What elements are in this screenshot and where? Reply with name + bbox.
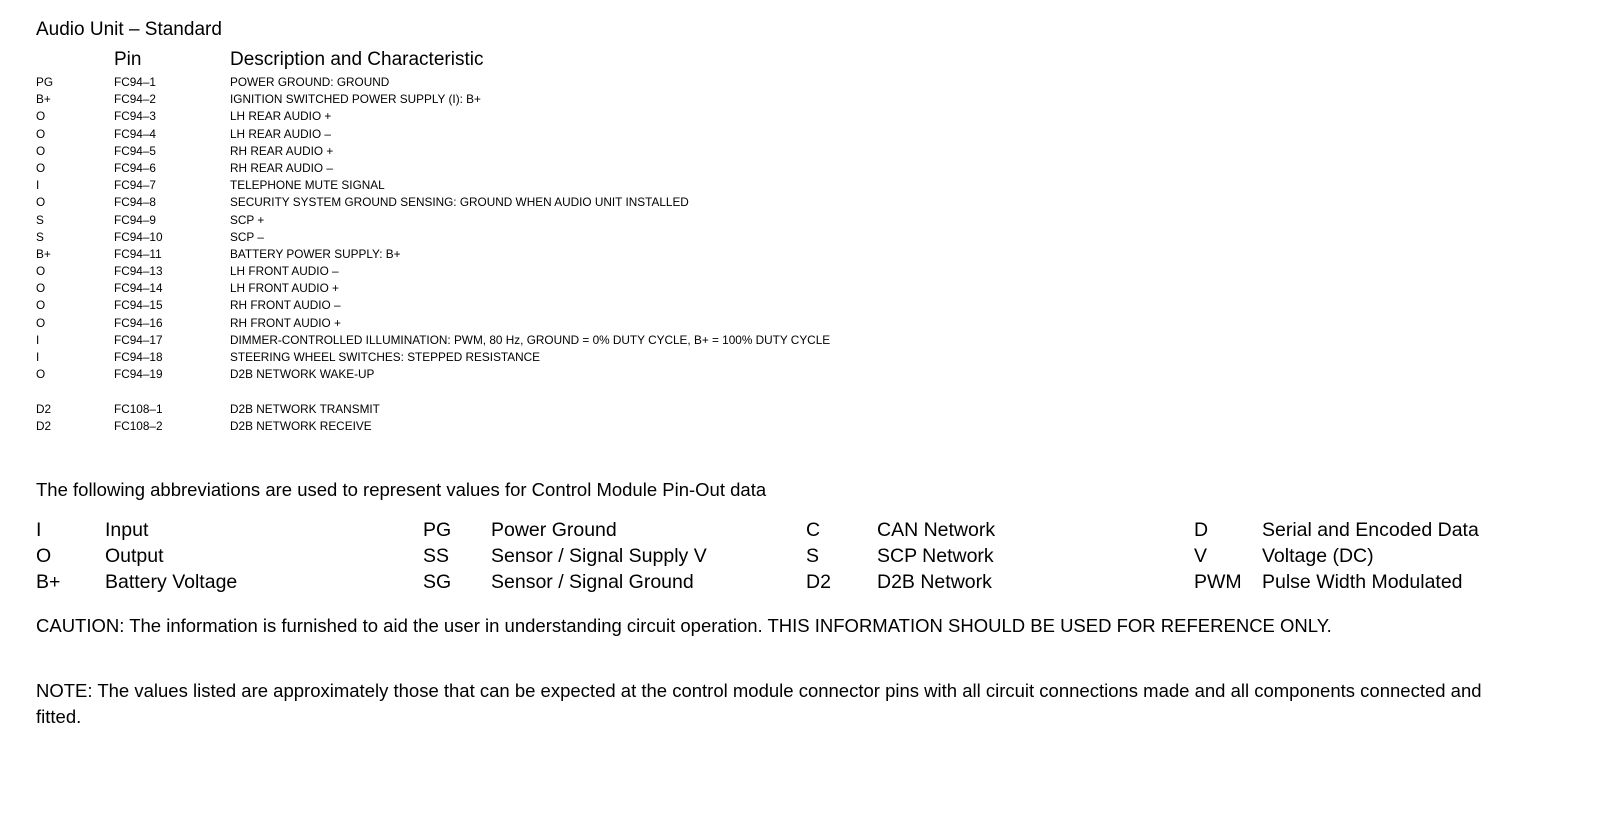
pin-id: FC94–1 [114, 75, 156, 89]
pin-type: B+ [36, 246, 51, 261]
abbreviation-code: PG [423, 519, 452, 541]
pin-type: PG [36, 75, 54, 89]
pin-type: O [36, 298, 46, 313]
pin-description: D2B NETWORK TRANSMIT [230, 401, 380, 416]
abbreviation-code: PWM [1194, 571, 1242, 593]
pin-id: FC94–10 [114, 229, 163, 244]
abbreviations-intro: The following abbreviations are used to represent values for Control Module Pin-Out data [36, 479, 767, 500]
pin-row [36, 177, 1576, 194]
pin-row [36, 143, 1576, 160]
abbreviation-meaning: Sensor / Signal Supply V [491, 545, 707, 567]
pin-description: SCP + [230, 212, 265, 227]
pin-id: FC94–15 [114, 298, 163, 313]
pin-row [36, 297, 1576, 314]
pin-type: O [36, 126, 46, 141]
pin-id: FC94–13 [114, 264, 163, 279]
pin-row [36, 263, 1576, 280]
abbreviation-meaning: SCP Network [877, 545, 994, 567]
pin-id: FC94–14 [114, 281, 163, 296]
abbreviation-code: I [36, 519, 42, 541]
pin-row [36, 126, 1576, 143]
pin-description: SCP – [230, 229, 264, 244]
abbreviation-meaning: Pulse Width Modulated [1262, 571, 1463, 593]
pin-type: O [36, 160, 46, 175]
pin-description: DIMMER-CONTROLLED ILLUMINATION: PWM, 80 Hz, GROUND = 0% DUTY CYCLE, B+ = 100% DUTY CYCLE [230, 332, 831, 347]
pin-description: LH FRONT AUDIO – [230, 264, 339, 279]
pin-row [36, 91, 1576, 108]
abbreviation-code: S [806, 545, 820, 567]
pin-type: O [36, 315, 46, 330]
pin-table [36, 74, 1576, 435]
pin-type: O [36, 195, 46, 210]
abbreviation-meaning: Serial and Encoded Data [1262, 519, 1479, 541]
pin-description: TELEPHONE MUTE SIGNAL [230, 178, 385, 193]
pin-description: BATTERY POWER SUPPLY: B+ [230, 246, 401, 261]
abbreviation-meaning: Sensor / Signal Ground [491, 571, 694, 593]
pin-id: FC94–5 [114, 143, 156, 158]
abbreviation-meaning: Battery Voltage [105, 571, 238, 593]
pin-description: D2B NETWORK RECEIVE [230, 418, 372, 433]
pin-id: FC94–16 [114, 315, 163, 330]
pin-type: D2 [36, 401, 52, 416]
pin-description: D2B NETWORK WAKE-UP [230, 367, 375, 382]
abbreviation-row [36, 517, 1576, 543]
pin-id: FC108–2 [114, 418, 163, 433]
pin-id: FC94–11 [114, 246, 162, 261]
pin-description: STEERING WHEEL SWITCHES: STEPPED RESISTANCE [230, 350, 541, 364]
pin-description: RH FRONT AUDIO + [230, 315, 341, 330]
pin-id: FC94–2 [114, 92, 156, 107]
pin-row [36, 74, 1576, 91]
pin-type: O [36, 109, 46, 124]
pin-row [36, 194, 1576, 211]
abbreviation-row [36, 569, 1576, 595]
abbreviation-meaning: Power Ground [491, 519, 617, 541]
pin-row [36, 229, 1576, 246]
pin-description: IGNITION SWITCHED POWER SUPPLY (I): B+ [230, 92, 481, 107]
pin-row [36, 280, 1576, 297]
abbreviation-code: C [806, 519, 821, 541]
pin-row [36, 383, 1576, 400]
pin-row [36, 349, 1576, 366]
pin-description: RH FRONT AUDIO – [230, 298, 341, 313]
pin-type: S [36, 229, 44, 244]
pin-id: FC94–8 [114, 195, 156, 210]
abbreviation-code: O [36, 545, 52, 567]
abbreviations-table [36, 517, 1576, 595]
pin-row [36, 108, 1576, 125]
description-column-header: Description and Characteristic [230, 49, 484, 70]
pin-row [36, 401, 1576, 418]
pin-type: O [36, 264, 46, 279]
pin-description: SECURITY SYSTEM GROUND SENSING: GROUND WHEN AUDIO UNIT INSTALLED [230, 195, 689, 210]
pin-row [36, 246, 1576, 263]
pin-id: FC94–17 [114, 332, 163, 347]
pin-type: O [36, 281, 46, 296]
pin-type: D2 [36, 418, 52, 433]
pin-type: I [36, 350, 40, 364]
pin-id: FC94–4 [114, 126, 156, 141]
pin-type: I [36, 178, 40, 193]
pin-id: FC108–1 [114, 401, 163, 416]
pin-row [36, 160, 1576, 177]
abbreviation-meaning: D2B Network [877, 571, 992, 593]
page-title: Audio Unit – Standard [36, 19, 222, 40]
abbreviation-code: B+ [36, 571, 61, 593]
abbreviation-meaning: Input [105, 519, 149, 541]
pin-column-header: Pin [114, 49, 142, 70]
pin-description: RH REAR AUDIO – [230, 160, 333, 175]
abbreviation-code: SG [423, 571, 452, 593]
pin-description: LH REAR AUDIO – [230, 126, 331, 141]
pin-type: O [36, 143, 46, 158]
pin-row [36, 332, 1576, 349]
abbreviation-code: D [1194, 519, 1209, 541]
note-text: NOTE: The values listed are approximately those that can be expected at the control module connector pins with all circuit connections made and all components connected and fitted. [36, 680, 1482, 727]
pin-id: FC94–18 [114, 350, 163, 364]
pin-type: O [36, 367, 46, 382]
pin-id: FC94–7 [114, 178, 156, 193]
pin-description: POWER GROUND: GROUND [230, 75, 390, 89]
pin-row [36, 366, 1576, 383]
pin-row [36, 315, 1576, 332]
pin-type: S [36, 212, 44, 227]
pin-description: LH FRONT AUDIO + [230, 281, 339, 296]
abbreviation-code: D2 [806, 571, 831, 593]
abbreviation-meaning: Voltage (DC) [1262, 545, 1374, 567]
pin-id: FC94–6 [114, 160, 156, 175]
pin-id: FC94–3 [114, 109, 156, 124]
caution-text: CAUTION: The information is furnished to aid the user in understanding circuit operation. THIS INFORMATION SHOULD BE USED FOR REFERENCE ONLY. [36, 615, 1332, 636]
pin-description: LH REAR AUDIO + [230, 109, 332, 124]
pin-type: I [36, 332, 40, 347]
abbreviation-meaning: CAN Network [877, 519, 996, 541]
pin-type: B+ [36, 92, 51, 107]
abbreviation-code: SS [423, 545, 450, 567]
pin-row [36, 418, 1576, 435]
pin-id: FC94–19 [114, 367, 163, 382]
pin-id: FC94–9 [114, 212, 156, 227]
pin-description: RH REAR AUDIO + [230, 143, 334, 158]
abbreviation-meaning: Output [105, 545, 164, 567]
abbreviation-code: V [1194, 545, 1208, 567]
pin-row [36, 212, 1576, 229]
abbreviation-row [36, 543, 1576, 569]
